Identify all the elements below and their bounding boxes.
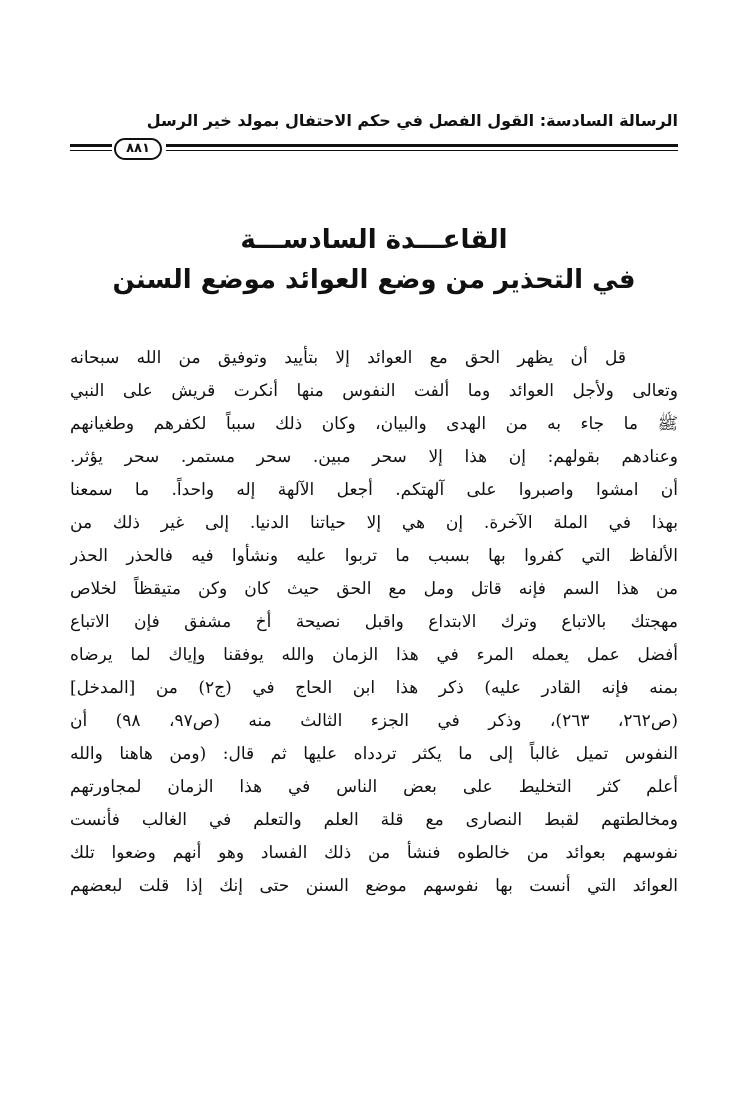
body-line: وعنادهم بقولهم: إن هذا إلا سحر مبين. سحر مستمر. سحر يؤثر. xyxy=(70,447,678,467)
section-title: القاعـــدة السادســـة xyxy=(240,225,508,255)
body-line: أعلم كثر التخليط على بعض الناس في هذا الزمان لمجاورتهم xyxy=(70,777,678,797)
body-line: مهجتك بالاتباع وترك الابتداع واقبل نصيحة أخ مشفق فإن الاتباع xyxy=(70,612,678,632)
body-line: الألفاظ التي كفروا بها بسبب ما تربوا عليه ونشأوا فيه فالحذر الحذر xyxy=(70,546,678,566)
body-line: (ص٢٦٢، ٢٦٣)، وذكر في الجزء الثالث منه (ص٩٧، ٩٨) أن xyxy=(70,711,678,731)
body-line: العوائد التي أنست بها نفوسهم موضع السنن حتى إنك إذا قلت لبعضهم xyxy=(70,876,678,896)
header-rule-right xyxy=(166,144,678,154)
body-line: قل أن يظهر الحق مع العوائد إلا بتأييد وتوفيق من الله سبحانه xyxy=(70,348,626,368)
body-line: ومخالطتهم لقبط النصارى مع قلة العلم والتعلم في الغالب فأنست xyxy=(70,810,678,830)
body-line: نفوسهم بعوائد من خالطوه فنشأ من ذلك الفساد وهو أنهم وضعوا تلك xyxy=(70,843,678,863)
header-rule-left xyxy=(70,144,112,154)
body-line: أن امشوا واصبروا على آلهتكم. أجعل الآلهة إله واحداً. ما سمعنا xyxy=(70,480,678,500)
body-line: بهذا في الملة الآخرة. إن هي إلا حياتنا الدنيا. إلى غير ذلك من xyxy=(70,513,678,533)
page-number: ٨٨١ xyxy=(114,138,162,160)
running-header-title: الرسالة السادسة: القول الفصل في حكم الاحتفال بمولد خير الرسل xyxy=(146,111,678,130)
body-line: أفضل عمل يعمله المرء في هذا الزمان والله يوفقنا وإياك لما يرضاه xyxy=(70,645,678,665)
body-line: وتعالى ولأجل العوائد وما ألفت النفوس منها أنكرت قريش على النبي xyxy=(70,381,678,401)
body-line: ﷺ ما جاء به من الهدى والبيان، وكان ذلك سبباً لكفرهم وطغيانهم xyxy=(70,414,678,434)
header-rule xyxy=(70,138,678,162)
body-line: من هذا السم فإنه قاتل ومل مع الحق حيث كان وكن متيقظاً لخلاص xyxy=(70,579,678,599)
body-text xyxy=(70,342,678,903)
section-subtitle: في التحذير من وضع العوائد موضع السنن xyxy=(112,265,636,295)
body-line: النفوس تميل غالباً إلى ما يكثر تردداه عليها ثم قال: (ومن هاهنا والله xyxy=(70,744,678,764)
body-line: بمنه فإنه القادر عليه) ذكر هذا ابن الحاج في (ج٢) من [المدخل] xyxy=(70,678,678,698)
